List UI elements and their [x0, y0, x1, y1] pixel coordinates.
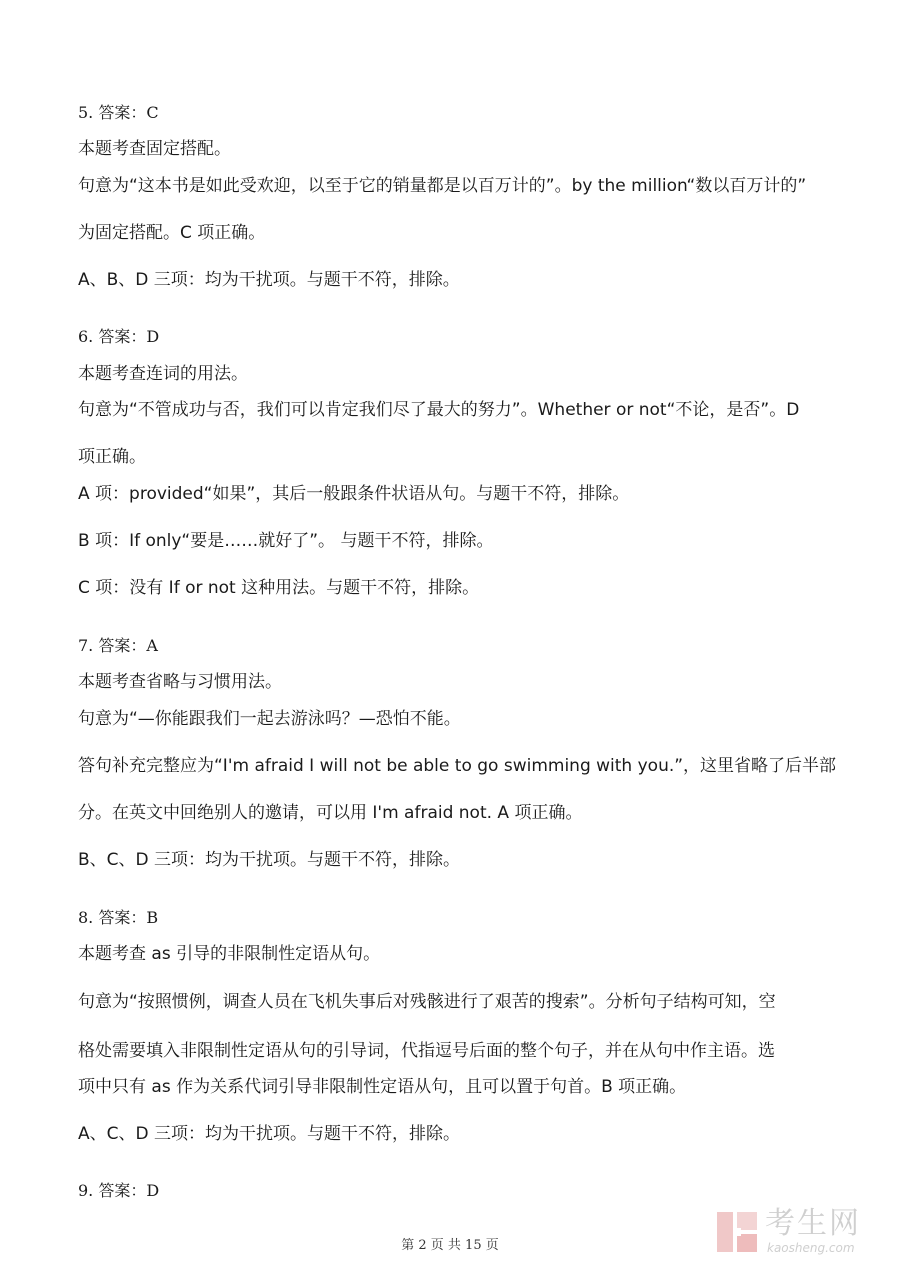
answer-heading-5: 5. 答案：C — [78, 103, 159, 122]
explanation-line: A、B、D 三项：均为干扰项。与题干不符，排除。 — [78, 270, 460, 290]
answer-heading-6: 6. 答案：D — [78, 327, 160, 346]
answer-heading-9: 9. 答案：D — [78, 1181, 160, 1200]
watermark-logo — [715, 1207, 885, 1257]
explanation-line: 本题考查省略与习惯用法。 — [78, 672, 282, 692]
answer-heading-7: 7. 答案：A — [78, 636, 158, 655]
explanation-line: A、C、D 三项：均为干扰项。与题干不符，排除。 — [78, 1124, 460, 1144]
explanation-line: 项正确。 — [78, 447, 146, 467]
explanation-line: 分。在英文中回绝别人的邀请，可以用 I'm afraid not. A 项正确。 — [78, 803, 583, 823]
explanation-line: 句意为“按照惯例，调查人员在飞机失事后对残骸进行了艰苦的搜索”。分析句子结构可知，空 — [78, 992, 776, 1012]
kaosheng-logo-icon — [715, 1210, 759, 1254]
explanation-line: 本题考查连词的用法。 — [78, 364, 248, 384]
explanation-line: B、C、D 三项：均为干扰项。与题干不符，排除。 — [78, 850, 461, 870]
explanation-line: 句意为“不管成功与否，我们可以肯定我们尽了最大的努力”。Whether or not“不论，是否”。D — [78, 400, 800, 420]
explanation-line: 为固定搭配。C 项正确。 — [78, 223, 266, 243]
explanation-line: A 项：provided“如果”，其后一般跟条件状语从句。与题干不符，排除。 — [78, 484, 630, 504]
explanation-line: 格处需要填入非限制性定语从句的引导词，代指逗号后面的整个句子，并在从句中作主语。选 — [78, 1041, 775, 1061]
explanation-line: B 项：If only“要是……就好了”。 与题干不符，排除。 — [78, 531, 494, 551]
explanation-line: C 项：没有 If or not 这种用法。与题干不符，排除。 — [78, 578, 480, 598]
watermark-url: kaosheng.com — [767, 1241, 855, 1255]
explanation-line: 本题考查固定搭配。 — [78, 139, 231, 159]
explanation-line: 本题考查 as 引导的非限制性定语从句。 — [78, 944, 381, 964]
explanation-line: 句意为“这本书是如此受欢迎，以至于它的销量都是以百万计的”。by the million“数以百万计的” — [78, 176, 807, 196]
explanation-line: 项中只有 as 作为关系代词引导非限制性定语从句，且可以置于句首。B 项正确。 — [78, 1077, 687, 1097]
explanation-line: 句意为“—你能跟我们一起去游泳吗？—恐怕不能。 — [78, 709, 461, 729]
answer-heading-8: 8. 答案：B — [78, 908, 159, 927]
page-footer: 第 2 页 共 15 页 — [401, 1238, 499, 1253]
watermark-name: 考生网 — [765, 1206, 861, 1241]
explanation-line: 答句补充完整应为“I'm afraid I will not be able to go swimming with you.”，这里省略了后半部 — [78, 756, 837, 776]
